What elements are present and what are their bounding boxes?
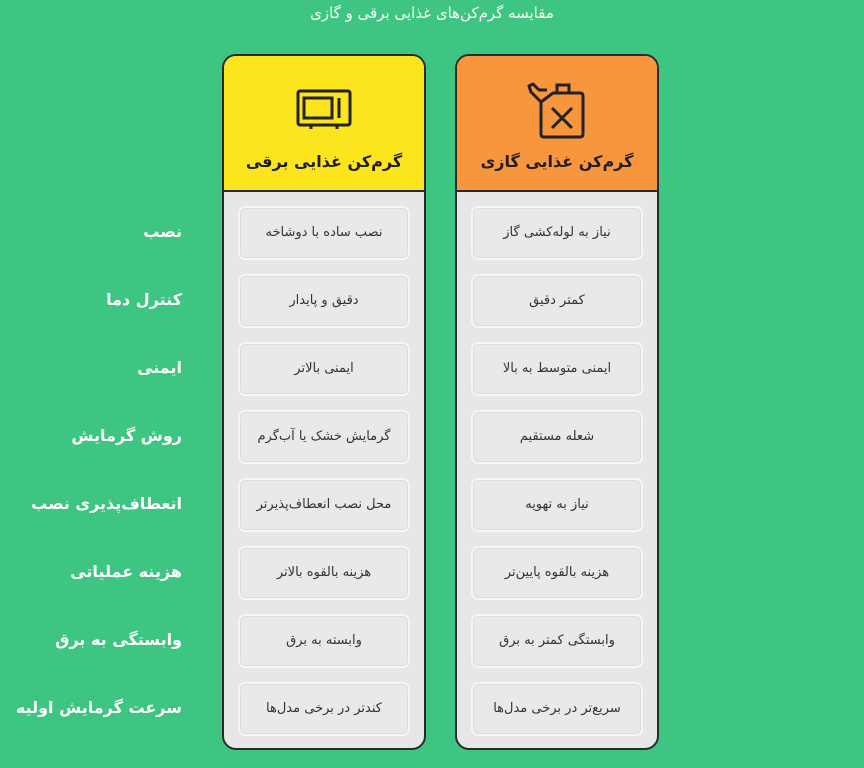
electric-column-header bbox=[224, 56, 424, 192]
gas-cell-safety: ایمنی متوسط به بالا bbox=[471, 342, 643, 396]
page-title: مقایسه گرم‌کن‌های غذایی برقی و گازی bbox=[310, 4, 554, 22]
gas-column-title: گرم‌کن غذایی گازی bbox=[480, 152, 634, 171]
microwave-icon bbox=[296, 88, 352, 130]
row-label-initial-heating-speed: سرعت گرمایش اولیه bbox=[15, 698, 182, 717]
gas-cell-installation: نیاز به لوله‌کشی گاز bbox=[471, 206, 643, 260]
gas-warmer-column bbox=[455, 54, 659, 750]
row-label-safety: ایمنی bbox=[137, 358, 182, 377]
gas-cell-installation-flexibility: نیاز به تهویه bbox=[471, 478, 643, 532]
row-label-installation-flexibility: انعطاف‌پذیری نصب bbox=[31, 494, 182, 513]
electric-cell-heating-method: گرمایش خشک یا آب‌گرم bbox=[238, 410, 410, 464]
row-label-temperature-control: کنترل دما bbox=[106, 290, 182, 309]
electric-cell-operating-cost: هزینه بالقوه بالاتر bbox=[238, 546, 410, 600]
electric-cell-electricity-dependence: وابسته به برق bbox=[238, 614, 410, 668]
gas-canister-icon bbox=[527, 82, 587, 140]
row-label-heating-method: روش گرمایش bbox=[71, 426, 182, 445]
gas-cell-temperature-control: کمتر دقیق bbox=[471, 274, 643, 328]
electric-column-title: گرم‌کن غذایی برقی bbox=[245, 152, 403, 171]
electric-cell-temperature-control: دقیق و پایدار bbox=[238, 274, 410, 328]
electric-warmer-column bbox=[222, 54, 426, 750]
row-label-electricity-dependence: وابستگی به برق bbox=[55, 630, 182, 649]
gas-cell-operating-cost: هزینه بالقوه پایین‌تر bbox=[471, 546, 643, 600]
electric-cell-initial-heating-speed: کندتر در برخی مدل‌ها bbox=[238, 682, 410, 736]
gas-cell-initial-heating-speed: سریع‌تر در برخی مدل‌ها bbox=[471, 682, 643, 736]
electric-cell-installation-flexibility: محل نصب انعطاف‌پذیرتر bbox=[238, 478, 410, 532]
electric-cell-safety: ایمنی بالاتر bbox=[238, 342, 410, 396]
gas-cell-heating-method: شعله مستقیم bbox=[471, 410, 643, 464]
gas-cell-electricity-dependence: وابستگی کمتر به برق bbox=[471, 614, 643, 668]
row-label-installation: نصب bbox=[143, 222, 182, 241]
electric-cell-installation: نصب ساده با دوشاخه bbox=[238, 206, 410, 260]
gas-column-header bbox=[457, 56, 657, 192]
row-label-operating-cost: هزینه عملیاتی bbox=[70, 562, 182, 581]
